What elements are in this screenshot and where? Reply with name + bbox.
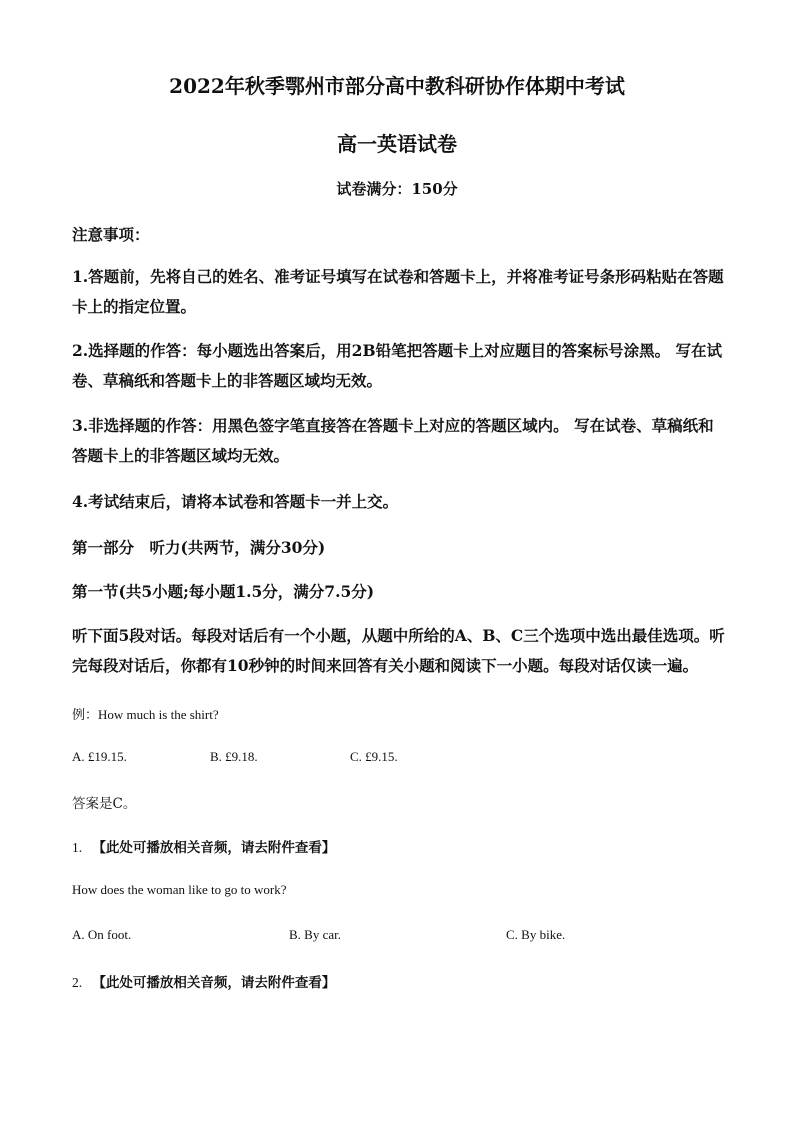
note-2: 2.选择题的作答：每小题选出答案后，用2B铅笔把答题卡上对应题目的答案标号涂黑。 写在试卷、草稿纸和答题卡上的非答题区域均无效。 [72, 341, 722, 390]
example-question: 例：How much is the shirt? [72, 707, 219, 722]
listening-instructions: 听下面5段对话。每段对话后有一个小题，从题中所给的A、B、C三个选项中选出最佳选项。听完每段对话后，你都有10秒钟的时间来回答有关小题和阅读下一小题。每段对话仅读一遍。 [72, 626, 725, 675]
audio-note: 【此处可播放相关音频，请去附件查看】 [92, 975, 336, 991]
part1-heading: 第一部分 听力(共两节，满分30分) [72, 538, 326, 557]
section1-heading: 第一节(共5小题;每小题1.5分，满分7.5分) [72, 582, 375, 601]
question-number: 1. [72, 840, 83, 855]
exam-title: 2022年秋季鄂州市部分高中教科研协作体期中考试 [169, 74, 625, 98]
question-1-option-b: B. By car. [289, 927, 341, 942]
notes-heading: 注意事项： [72, 225, 150, 244]
question-1-option-c: C. By bike. [506, 927, 566, 942]
exam-subtitle: 高一英语试卷 [337, 132, 457, 156]
example-option-c: C. £9.15. [350, 749, 398, 764]
example-option-b: B. £9.18. [210, 749, 258, 764]
question-2-audio [72, 971, 335, 991]
note-1: 1.答题前，先将自己的姓名、准考证号填写在试卷和答题卡上，并将准考证号条形码粘贴在答题卡上的指定位置。 [72, 267, 724, 316]
example-answer: 答案是C。 [72, 796, 137, 812]
note-4: 4.考试结束后，请将本试卷和答题卡一并上交。 [72, 492, 399, 511]
example-option-a: A. £19.15. [72, 749, 127, 764]
question-number: 2. [72, 975, 83, 990]
audio-note: 【此处可播放相关音频，请去附件查看】 [92, 840, 336, 856]
question-1-text: How does the woman like to go to work? [72, 882, 287, 897]
question-1-audio [72, 836, 335, 856]
exam-score: 试卷满分：150分 [336, 180, 458, 198]
note-3: 3.非选择题的作答：用黑色签字笔直接答在答题卡上对应的答题区域内。 写在试卷、草稿纸和答题卡上的非答题区域均无效。 [72, 416, 714, 465]
question-1-option-a: A. On foot. [72, 927, 132, 942]
